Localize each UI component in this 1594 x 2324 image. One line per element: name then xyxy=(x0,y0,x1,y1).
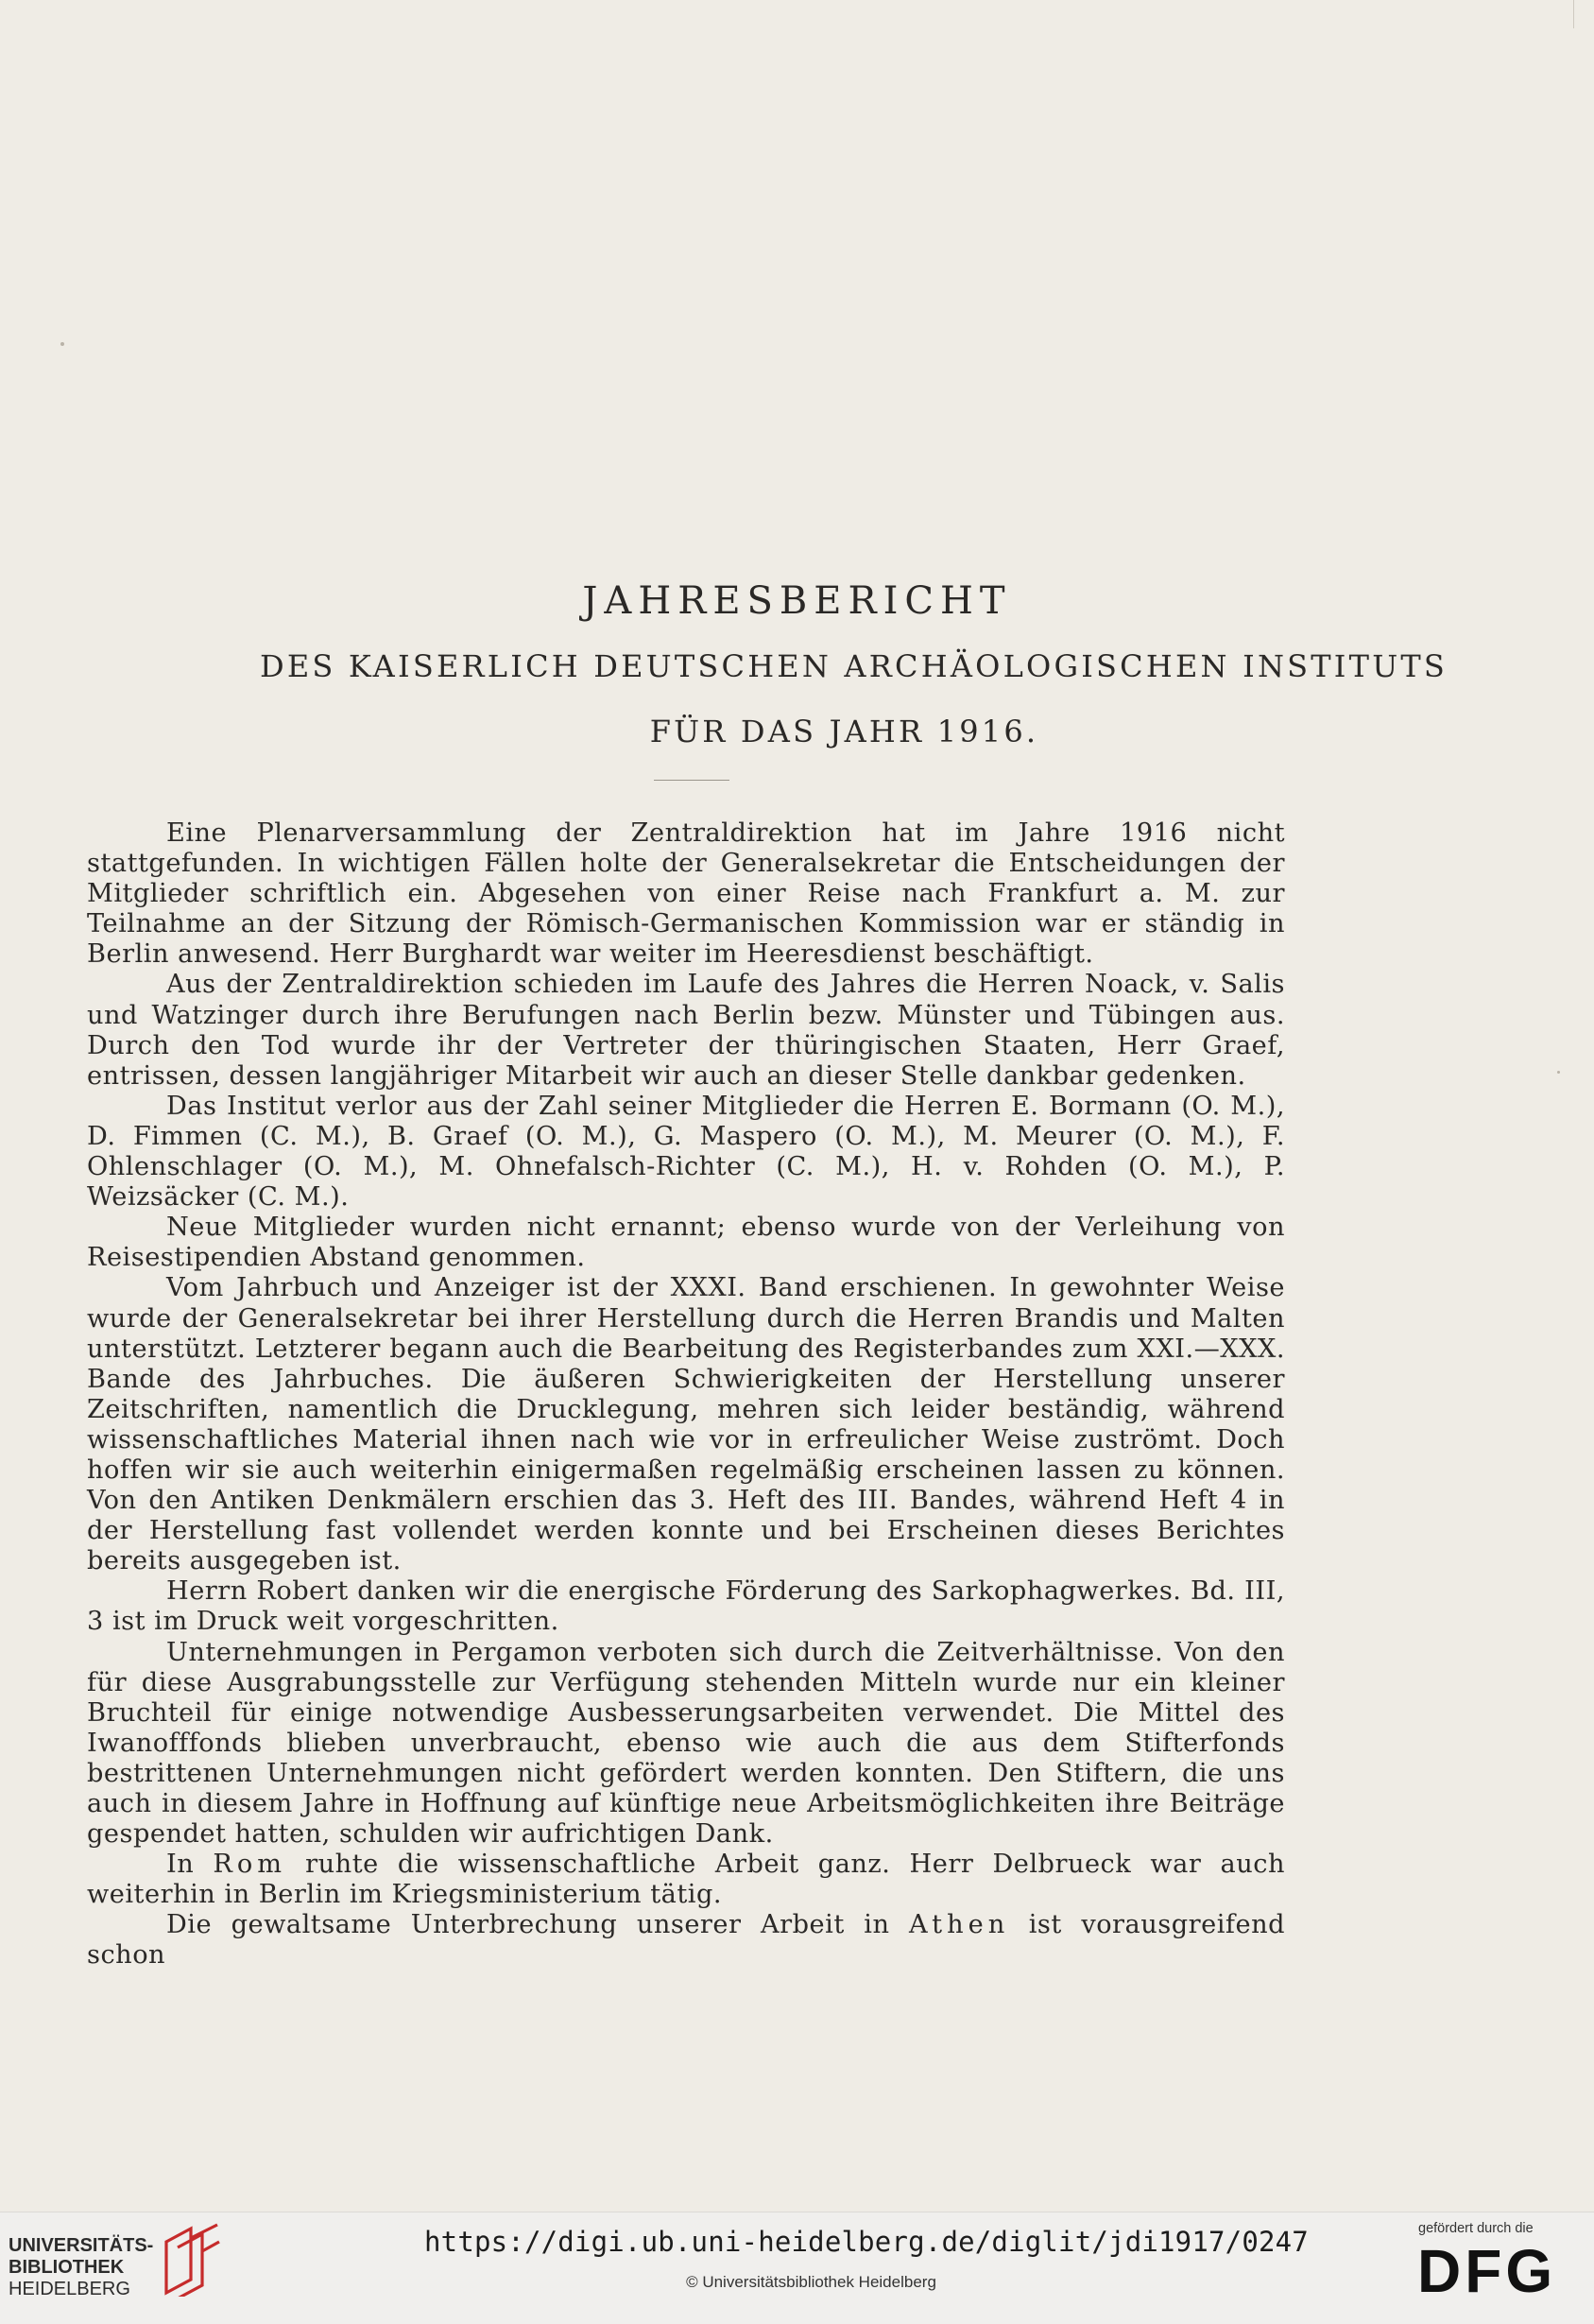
paragraph: Eine Plenarversammlung der Zentraldirektion hat im Jahre 1916 nicht stattgefunden. In wichtigen Fällen holte der Generalsekretar die Entscheidungen der Mitglieder schriftlich ein. Abgesehen von einer Reise nach Frankfurt a. M. zur Teilnahme an der Sitzung der Römisch-Germanischen Kommission war er ständig in Berlin anwesend. Herr Burghardt war weiter im Heeresdienst beschäftigt. xyxy=(87,818,1285,970)
library-name-line: BIBLIOTHEK xyxy=(9,2257,125,2278)
page-url[interactable]: https://digi.ub.uni-heidelberg.de/diglit/jdi1917/0247 xyxy=(424,2226,1309,2258)
institute-name: DES KAISERLICH DEUTSCHEN ARCHÄOLOGISCHEN INSTITUTS xyxy=(259,648,1448,684)
report-body xyxy=(87,818,1285,1971)
place-name-athen: Athen xyxy=(909,1910,1010,1940)
library-name-line: UNIVERSITÄTS- xyxy=(9,2235,154,2256)
paragraph-text: ruhte die wissenschaftliche Arbeit ganz. Herr Delbrueck war auch weiterhin in Berlin im Kriegsministerium tätig. xyxy=(87,1850,1285,1910)
paragraph-text: ist vorausgreifend schon xyxy=(87,1910,1285,1971)
paragraph: Vom Jahrbuch und Anzeiger ist der XXXI. Band erschienen. In gewohnter Weise wurde der Generalsekretar bei ihrer Herstellung durch die Herren Brandis und Malten unterstützt. Letzterer begann auch die Bearbeitung des Registerbandes zum XXI.—XXX. Bande des Jahrbuches. Die äußeren Schwierigkeiten der Herstellung unserer Zeitschriften, namentlich die Drucklegung, mehren sich leider beständig, während wissenschaftliches Material ihnen nach wie vor in erfreulicher Weise zuströmt. Doch hoffen wir sie auch weiterhin einigermaßen regelmäßig erscheinen lassen zu können. Von den Antiken Denkmälern erschien das 3. Heft des III. Bandes, während Heft 4 in der Herstellung fast vollendet werden konnte und bei Erscheinen dieses Berichtes bereits ausgegeben ist. xyxy=(87,1273,1285,1576)
paragraph: Aus der Zentraldirektion schieden im Laufe des Jahres die Herren Noack, v. Salis und Watzinger durch ihre Berufungen nach Berlin bezw. Münster und Tübingen aus. Durch den Tod wurde ihr der Vertreter der thüringischen Staaten, Herr Graef, entrissen, dessen langjähriger Mitarbeit wir auch an dieser Stelle dankbar gedenken. xyxy=(87,970,1285,1091)
paper-speck xyxy=(1557,1071,1560,1074)
paragraph: Neue Mitglieder wurden nicht ernannt; ebenso wurde von der Verleihung von Reisestipendien Abstand genommen. xyxy=(87,1213,1285,1273)
place-name-rom: Rom xyxy=(213,1850,287,1880)
paragraph xyxy=(87,1850,1285,1910)
paragraph xyxy=(87,1910,1285,1971)
paragraph-text: Die gewaltsame Unterbrechung unserer Arbeit in xyxy=(166,1910,910,1940)
report-year: FÜR DAS JAHR 1916. xyxy=(649,714,1039,749)
paragraph: Unternehmungen in Pergamon verboten sich durch die Zeitverhältnisse. Von den für diese Ausgrabungsstelle zur Verfügung stehenden Mitteln wurde nur ein kleiner Bruchteil für einige notwendige Ausbesserungsarbeiten verwendet. Die Mittel des Iwanofffonds blieben unverbraucht, ebenso wie auch die aus dem Stifterfonds bestrittenen Unternehmungen nicht gefördert werden konnten. Den Stiftern, die uns auch in diesem Jahre in Hoffnung auf künftige neue Arbeitsmöglichkeiten ihre Beiträge gespendet hatten, schulden wir aufrichtigen Dank. xyxy=(87,1637,1285,1850)
paper-speck xyxy=(60,342,64,346)
title-divider xyxy=(654,780,729,781)
copyright-notice: © Universitätsbibliothek Heidelberg xyxy=(686,2273,936,2291)
library-name-line: HEIDELBERG xyxy=(9,2279,130,2299)
paragraph: Das Institut verlor aus der Zahl seiner Mitglieder die Herren E. Bormann (O. M.), D. Fimmen (C. M.), B. Graef (O. M.), G. Maspero (O. M.), M. Meurer (O. M.), F. Ohlenschlager (O. M.), M. Ohnefalsch-Richter (C. M.), H. v. Rohden (O. M.), P. Weizsäcker (C. M.). xyxy=(87,1091,1285,1213)
page-edge-line xyxy=(1573,0,1574,28)
funding-caption: gefördert durch die xyxy=(1418,2221,1534,2236)
paragraph-text: In xyxy=(166,1850,214,1880)
report-title: JAHRESBERICHT xyxy=(582,579,1012,623)
dfg-logo[interactable]: DFG xyxy=(1417,2237,1557,2305)
paragraph: Herrn Robert danken wir die energische Förderung des Sarkophagwerkes. Bd. III, 3 ist im Druck weit vorgeschritten. xyxy=(87,1576,1285,1637)
